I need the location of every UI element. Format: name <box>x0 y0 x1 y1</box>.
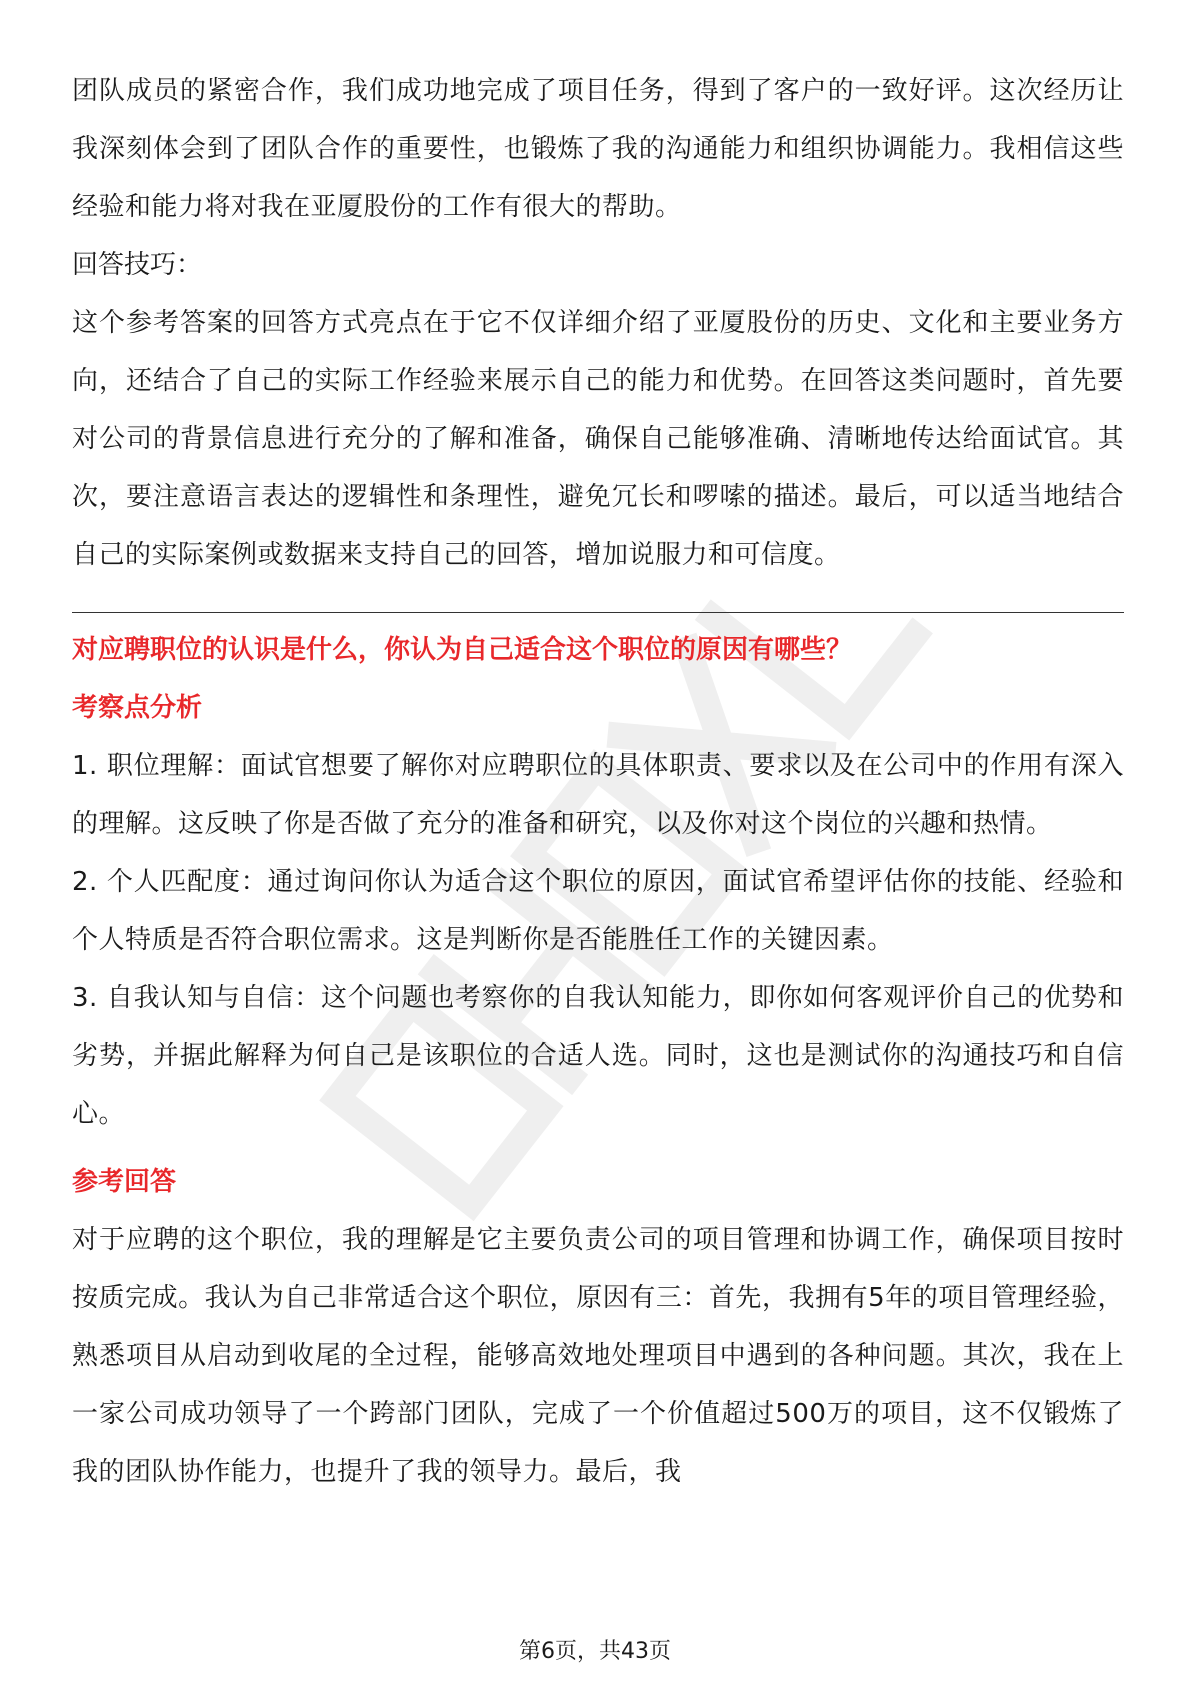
analysis-item: 1. 职位理解：面试官想要了解你对应聘职位的具体职责、要求以及在公司中的作用有深入的理解。这反映了你是否做了充分的准备和研究，以及你对这个岗位的兴趣和热情。 <box>72 751 1124 839</box>
page-number: 第6页，共43页 <box>519 1639 671 1664</box>
analysis-title: 考察点分析 <box>72 693 203 723</box>
analysis-item: 2. 个人匹配度：通过询问你认为适合这个职位的原因，面试官希望评估你的技能、经验和个人特质是否符合职位需求。这是判断你是否能胜任工作的关键因素。 <box>72 867 1124 955</box>
analysis-item: 3. 自我认知与自信：这个问题也考察你的自我认知能力，即你如何客观评价自己的优势和劣势，并据此解释为何自己是该职位的合适人选。同时，这也是测试你的沟通技巧和自信心。 <box>72 983 1124 1129</box>
tips-label: 回答技巧： <box>72 250 203 280</box>
section-divider <box>72 612 1124 613</box>
reference-title: 参考回答 <box>72 1167 177 1197</box>
reference-paragraph: 对于应聘的这个职位，我的理解是它主要负责公司的项目管理和协调工作，确保项目按时按质完成。我认为自己非常适合这个职位，原因有三：首先，我拥有5年的项目管理经验，熟悉项目从启动到收尾的全过程，能够高效地处理项目中遇到的各种问题。其次，我在上一家公司成功领导了一个跨部门团队，完成了一个价值超过500万的项目，这不仅锻炼了我的团队协作能力，也提升了我的领导力。最后，我 <box>72 1225 1124 1487</box>
question-heading: 对应聘职位的认识是什么，你认为自己适合这个职位的原因有哪些？ <box>72 635 853 665</box>
intro-paragraph: 团队成员的紧密合作，我们成功地完成了项目任务，得到了客户的一致好评。这次经历让我深刻体会到了团队合作的重要性，也锻炼了我的沟通能力和组织协调能力。我相信这些经验和能力将对我在亚厦股份的工作有很大的帮助。 <box>72 76 1124 222</box>
page-content <box>72 62 1124 1501</box>
tips-paragraph: 这个参考答案的回答方式亮点在于它不仅详细介绍了亚厦股份的历史、文化和主要业务方向，还结合了自己的实际工作经验来展示自己的能力和优势。在回答这类问题时，首先要对公司的背景信息进行充分的了解和准备，确保自己能够准确、清晰地传达给面试官。其次，要注意语言表达的逻辑性和条理性，避免冗长和啰嗦的描述。最后，可以适当地结合自己的实际案例或数据来支持自己的回答，增加说服力和可信度。 <box>72 308 1124 570</box>
